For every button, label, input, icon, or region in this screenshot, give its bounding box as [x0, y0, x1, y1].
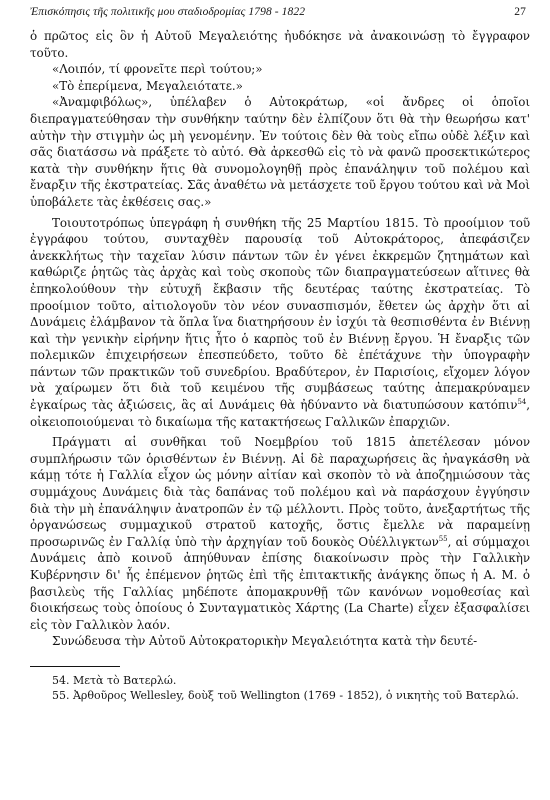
- paragraph: «Λοιπόν, τί φρονεῖτε περὶ τούτου;»: [52, 62, 263, 77]
- paragraph: Συνώδευσα τὴν Αὐτοῦ Αὐτοκρατορικὴν Μεγαλειότητα κατὰ τὴν δευτέ-: [52, 634, 478, 649]
- paragraph: «Ἀναμφιβόλως», ὑπέλαβεν ὁ Αὐτοκράτωρ, «οἱ ἄνδρες οἱ ὁποῖοι διεπραγματεύθησαν τὴν συνθήκην ταύτην δὲν ἐλπίζουν ὅτι θὰ τὴν θεωρήσω κατ' αὐτὴν τὴν στιγμὴν ὡς μὴ γενομένην. Ἐν τούτοις δὲν θὰ τοὺς εἴπω οὐδὲ λέξιν καὶ σᾶς διατάσσω νὰ πράξετε τὸ αὐτό. Θὰ ἀρκεσθῶ εἰς τὸ νὰ φανῶ προσεκτικώτερος κατὰ τὴν συνθήκην ἥτις θὰ συνομολογηθῇ πρὸς ἐπανάληψιν τοῦ πολέμου καὶ ἔναρξιν τῆς ἐκστρατείας. Σᾶς ἀναθέτω νὰ μετάσχετε τοῦ ἔργου τούτου καὶ νὰ Μοὶ ὑποβάλετε τὰς ἐκθέσεις σας.»: [30, 95, 530, 209]
- paragraph-text: Πράγματι αἱ συνθῆκαι τοῦ Νοεμβρίου τοῦ 1815 ἀπετέλεσαν μόνον συμπλήρωσιν τῶν ὁρισθέντων ἐν Βιέννῃ. Αἱ δὲ παραχωρήσεις ἃς ἠναγκάσθη νὰ κάμῃ τότε ἡ Γαλλία εἶχον ὡς μόνην αἰτίαν καὶ σκοπὸν τὸ νὰ ἀποζημιώσουν τὰς συμμάχους Δυνάμεις διὰ τὰς δαπάνας τοῦ πολέμου καὶ νὰ παράσχουν ἐγγύησιν διὰ τὴν μὴ ἐπανάληψιν ἀνατροπῶν ἐν τῷ μέλλοντι. Πρὸς τοῦτο, ἀνεξαρτήτως τῆς ὀργανώσεως συμμαχικοῦ στρατοῦ κατοχῆς, ὅστις ἔμελλε νὰ παραμείνῃ προσωρινῶς ἐν Γαλλίᾳ ὑπὸ τὴν ἀρχηγίαν τοῦ δουκὸς Οὐέλλιγκτων: [30, 435, 530, 549]
- book-page: [30, 6, 530, 704]
- paragraph-text: Τοιουτοτρόπως ὑπεγράφη ἡ συνθήκη τῆς 25 Μαρτίου 1815. Τὸ προοίμιον τοῦ ἐγγράφου τούτου, συνταχθὲν παρουσίᾳ τοῦ Αὐτοκράτορος, ἀπεφάσιζεν ἀνεκκλήτως τὴν ταχεῖαν λύσιν πάντων τῶν ἐν γένει ἐκκρεμῶν ζητημάτων καὶ καθώριζε ῥητῶς τὰς ἀρχὰς καὶ τοὺς σκοποὺς τῶν διαπραγματεύσεων αἵτινες θὰ ἐπηκολούθουν τὴν εὐτυχῆ ἔκβασιν τῆς δευτέρας ταύτης ἐκστρατείας. Τὸ προοίμιον τοῦτο, αἰτιολογοῦν τὸν νέον συνασπισμόν, ἔθετεν ὡς ἀρχὴν ὅτι αἱ Δυνάμεις ἐλάμβανον τὰ ὅπλα ἵνα διατηρήσουν ἐν ἰσχύι τὰ θεσπισθέντα ἐν Βιέννῃ καὶ τὴν γενικὴν εἰρήνην ἥτις ἦτο ὁ καρπὸς τοῦ ἐν Βιέννῃ ἔργου. Ἡ ἔναρξις τῶν πολεμικῶν ἐπιχειρήσεων ἐπεσπεύδετο, τοῦτο δὲ ἐπέτάχυνε τὴν ὑπογραφὴν πάντων τῶν πρακτικῶν τοῦ συνεδρίου. Βραδύτερον, ἐν Παρισίοις, εἴχομεν λόγον νὰ χαίρωμεν ὅτι διὰ τοῦ κειμένου τῆς συμβάσεως ταύτης ἀπεμακρύναμεν ἐγκαίρως τὰς ἀξιώσεις, ἃς αἱ Δυνάμεις θὰ ἠδύναντο νὰ διατυπώσουν κατόπιν: [30, 215, 530, 413]
- footnote-divider: [30, 666, 120, 667]
- running-head: [30, 6, 530, 18]
- paragraph: ὁ πρῶτος εἰς ὃν ἡ Αὐτοῦ Μεγαλειότης ἠυδόκησε νὰ ἀνακοινώσῃ τὸ ἔγγραφον τοῦτο.: [30, 29, 530, 60]
- body-text: [30, 28, 530, 650]
- footnotes: [30, 673, 530, 704]
- footnote: 54. Μετὰ τὸ Βατερλώ.: [52, 673, 177, 687]
- footnote-ref: 54: [517, 398, 527, 407]
- footnote: 55. Ἀρθοῦρος Wellesley, δοὺξ τοῦ Wellington (1769 - 1852), ὁ νικητὴς τοῦ Βατερλώ.: [52, 689, 519, 703]
- running-head-title: Ἐπισκόπησις τῆς πολιτικῆς μου σταδιοδρομίας 1798 - 1822: [30, 6, 306, 18]
- page-number: 27: [514, 6, 526, 18]
- paragraph: [30, 434, 530, 633]
- paragraph-tail: , αἱ σύμμαχοι Δυνάμεις ἀπὸ κοινοῦ ἀπηύθυναν ἐπίσης διακοίνωσιν πρὸς τὴν Γαλλικὴν Κυβέρνησιν δι' ἧς ἐπέμενον ῥητῶς ἐπὶ τῆς ἐπιτακτικῆς ἀνάγκης ὅπως ἡ Α. Μ. ὁ βασιλεὺς τῆς Γαλλίας μηδέποτε ἀπομακρυνθῇ τῶν κανόνων νομοθεσίας καὶ διοικήσεως τοὺς ὁποίους ὁ Συνταγματικὸς Χάρτης (La Charte) εἶχεν ἐξασφαλίσει εἰς τὸν Γαλλικὸν λαόν.: [30, 534, 530, 632]
- paragraph: [30, 215, 530, 431]
- paragraph: «Τὸ ἐπερίμενα, Μεγαλειότατε.»: [52, 78, 243, 93]
- footnote-ref: 55: [438, 534, 448, 543]
- paragraph-tail: , οἰκειοποιούμεναι τὸ δικαίωμα τῆς κατακτήσεως Γαλλικῶν ἐπαρχιῶν.: [30, 398, 530, 429]
